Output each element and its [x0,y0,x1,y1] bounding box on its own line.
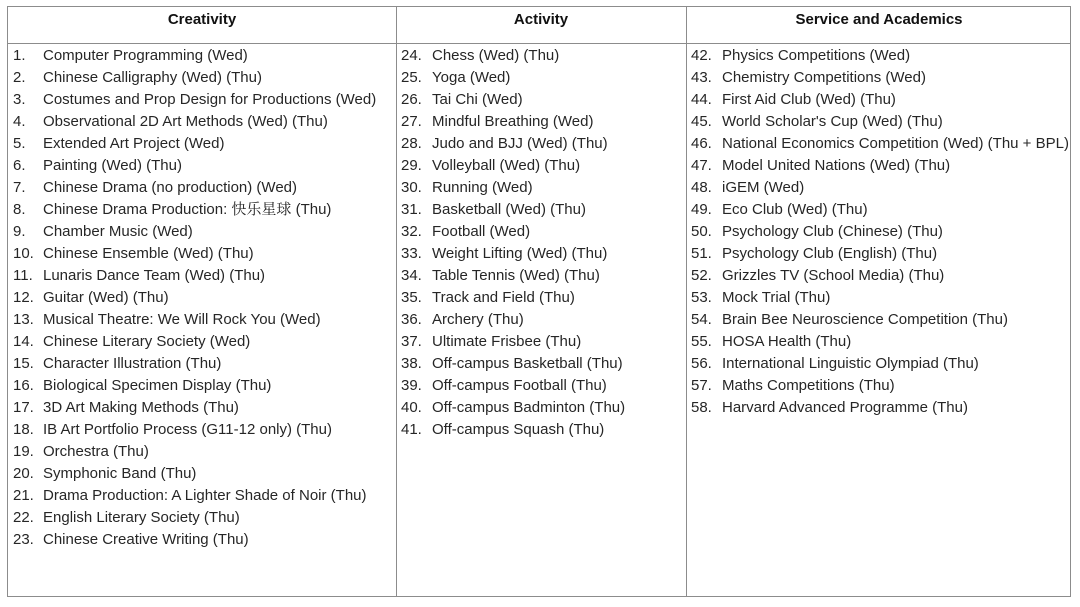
item-number: 46. [691,135,712,152]
item-text: Model United Nations (Wed) (Thu) [722,157,951,174]
item-number: 2. [13,69,26,86]
list-item [8,331,390,353]
list-item [397,309,686,331]
item-text: World Scholar's Cup (Wed) (Thu) [722,113,943,130]
item-text: Physics Competitions (Wed) [722,47,911,64]
creativity-list [8,45,390,551]
item-number: 35. [401,289,422,306]
list-item [8,265,390,287]
item-number: 7. [13,179,26,196]
item-number: 29. [401,157,422,174]
item-number: 22. [13,509,34,526]
item-number: 43. [691,69,712,86]
item-text: Chess (Wed) (Thu) [432,47,560,64]
item-number: 3. [13,91,26,108]
list-item [397,199,686,221]
list-item [397,111,686,133]
item-text: HOSA Health (Thu) [722,333,852,350]
list-item [397,331,686,353]
list-item [687,397,1069,419]
list-item [8,177,390,199]
list-item [8,89,390,111]
item-number: 6. [13,157,26,174]
list-item [397,133,686,155]
item-number: 56. [691,355,712,372]
item-number: 8. [13,201,26,218]
activities-table [7,6,1071,597]
list-item [397,177,686,199]
item-text: Basketball (Wed) (Thu) [432,201,586,218]
item-number: 9. [13,223,26,240]
item-number: 30. [401,179,422,196]
item-text: First Aid Club (Wed) (Thu) [722,91,896,108]
item-text: Off-campus Squash (Thu) [432,421,605,438]
list-item [8,287,390,309]
item-text: Chinese Literary Society (Wed) [43,333,251,350]
item-number: 33. [401,245,422,262]
list-item [8,397,390,419]
item-number: 39. [401,377,422,394]
item-text: Football (Wed) [432,223,531,240]
item-text: Archery (Thu) [432,311,524,328]
item-text: Musical Theatre: We Will Rock You (Wed) [43,311,321,328]
item-text: Observational 2D Art Methods (Wed) (Thu) [43,113,328,130]
item-text: Maths Competitions (Thu) [722,377,895,394]
list-item [397,155,686,177]
item-text: Running (Wed) [432,179,533,196]
list-item [687,331,1069,353]
item-number: 16. [13,377,34,394]
item-text: Off-campus Football (Thu) [432,377,607,394]
list-item [397,287,686,309]
list-item [687,155,1069,177]
item-number: 40. [401,399,422,416]
list-item [8,485,390,507]
list-item [8,463,390,485]
item-text: 3D Art Making Methods (Thu) [43,399,239,416]
item-number: 58. [691,399,712,416]
item-number: 11. [13,267,33,284]
list-item [397,89,686,111]
item-number: 20. [13,465,34,482]
item-text: English Literary Society (Thu) [43,509,240,526]
list-item [397,375,686,397]
item-number: 57. [691,377,712,394]
activity-list [397,45,686,441]
item-text: Table Tennis (Wed) (Thu) [432,267,600,284]
item-number: 55. [691,333,712,350]
item-number: 13. [13,311,34,328]
item-text: Psychology Club (English) (Thu) [722,245,938,262]
list-item [8,375,390,397]
item-text: Chinese Drama Production: 快乐星球 (Thu) [43,201,332,218]
item-text: Grizzles TV (School Media) (Thu) [722,267,945,284]
item-number: 21. [13,487,34,504]
item-number: 45. [691,113,712,130]
item-number: 24. [401,47,422,64]
item-number: 27. [401,113,422,130]
list-item [397,397,686,419]
list-item [8,507,390,529]
item-text: Painting (Wed) (Thu) [43,157,182,174]
list-item [687,243,1069,265]
item-number: 23. [13,531,34,548]
list-item [397,265,686,287]
list-item [397,67,686,89]
list-item [687,309,1069,331]
item-number: 4. [13,113,26,130]
header-service-academics: Service and Academics [795,11,963,28]
item-text: Volleyball (Wed) (Thu) [432,157,581,174]
list-item [8,221,390,243]
item-text: Chamber Music (Wed) [43,223,193,240]
item-number: 25. [401,69,422,86]
item-text: Orchestra (Thu) [43,443,149,460]
item-text: iGEM (Wed) [722,179,805,196]
list-item [687,177,1069,199]
item-text: Lunaris Dance Team (Wed) (Thu) [43,267,266,284]
item-number: 37. [401,333,422,350]
item-text: International Linguistic Olympiad (Thu) [722,355,979,372]
header-creativity: Creativity [167,11,237,28]
item-text: Biological Specimen Display (Thu) [43,377,272,394]
item-text: Computer Programming (Wed) [43,47,248,64]
list-item [687,265,1069,287]
item-number: 14. [13,333,34,350]
item-text: Chinese Creative Writing (Thu) [43,531,249,548]
list-item [397,45,686,67]
list-item [8,529,390,551]
list-item [687,133,1069,155]
item-number: 12. [13,289,34,306]
list-item [8,155,390,177]
item-text: Chinese Calligraphy (Wed) (Thu) [43,69,262,86]
list-item [8,419,390,441]
item-text: Guitar (Wed) (Thu) [43,289,169,306]
list-item [8,353,390,375]
item-number: 54. [691,311,712,328]
item-number: 18. [13,421,34,438]
item-number: 52. [691,267,712,284]
list-item [687,199,1069,221]
item-number: 10. [13,245,34,262]
item-text: Extended Art Project (Wed) [43,135,225,152]
list-item [8,67,390,89]
item-number: 32. [401,223,422,240]
item-text: IB Art Portfolio Process (G11-12 only) (Thu) [43,421,332,438]
item-text: Chinese Ensemble (Wed) (Thu) [43,245,254,262]
item-text: Symphonic Band (Thu) [43,465,197,482]
item-number: 41. [401,421,422,438]
list-item [8,133,390,155]
list-item [397,243,686,265]
item-number: 38. [401,355,422,372]
item-number: 51. [691,245,712,262]
item-number: 31. [401,201,422,218]
list-item [687,45,1069,67]
item-text: Drama Production: A Lighter Shade of Noir (Thu) [43,487,367,504]
item-number: 1. [13,47,26,64]
item-text: Mindful Breathing (Wed) [432,113,594,130]
item-number: 34. [401,267,422,284]
item-number: 47. [691,157,712,174]
item-text: Character Illustration (Thu) [43,355,222,372]
list-item [397,221,686,243]
list-item [8,243,390,265]
item-number: 19. [13,443,34,460]
list-item [8,45,390,67]
item-text: Yoga (Wed) [432,69,511,86]
item-number: 17. [13,399,34,416]
item-text: Eco Club (Wed) (Thu) [722,201,868,218]
list-item [397,353,686,375]
list-item [687,67,1069,89]
list-item [687,375,1069,397]
list-item [687,111,1069,133]
item-number: 53. [691,289,712,306]
item-number: 48. [691,179,712,196]
list-item [8,111,390,133]
item-number: 15. [13,355,34,372]
item-text: Track and Field (Thu) [432,289,575,306]
item-text: Harvard Advanced Programme (Thu) [722,399,968,416]
item-text: Off-campus Basketball (Thu) [432,355,623,372]
item-text: Off-campus Badminton (Thu) [432,399,626,416]
list-item [8,309,390,331]
item-text: Ultimate Frisbee (Thu) [432,333,582,350]
item-text: Tai Chi (Wed) [432,91,523,108]
list-item [8,199,390,221]
list-item [687,287,1069,309]
item-number: 42. [691,47,712,64]
item-text: Mock Trial (Thu) [722,289,831,306]
item-number: 5. [13,135,26,152]
header-activity: Activity [513,11,569,28]
header-divider [8,43,1070,44]
item-text: Chemistry Competitions (Wed) [722,69,926,86]
item-number: 49. [691,201,712,218]
item-text: Costumes and Prop Design for Productions (Wed) [43,91,377,108]
item-number: 28. [401,135,422,152]
item-text: National Economics Competition (Wed) (Thu + BPL) [722,135,1069,152]
item-number: 26. [401,91,422,108]
item-text: Brain Bee Neuroscience Competition (Thu) [722,311,1008,328]
list-item [8,441,390,463]
item-number: 44. [691,91,712,108]
item-text: Chinese Drama (no production) (Wed) [43,179,297,196]
list-item [687,221,1069,243]
item-text: Weight Lifting (Wed) (Thu) [432,245,608,262]
list-item [687,89,1069,111]
item-number: 50. [691,223,712,240]
item-text: Judo and BJJ (Wed) (Thu) [432,135,608,152]
item-text: Psychology Club (Chinese) (Thu) [722,223,943,240]
list-item [397,419,686,441]
service-academics-list [687,45,1069,419]
item-number: 36. [401,311,422,328]
list-item [687,353,1069,375]
